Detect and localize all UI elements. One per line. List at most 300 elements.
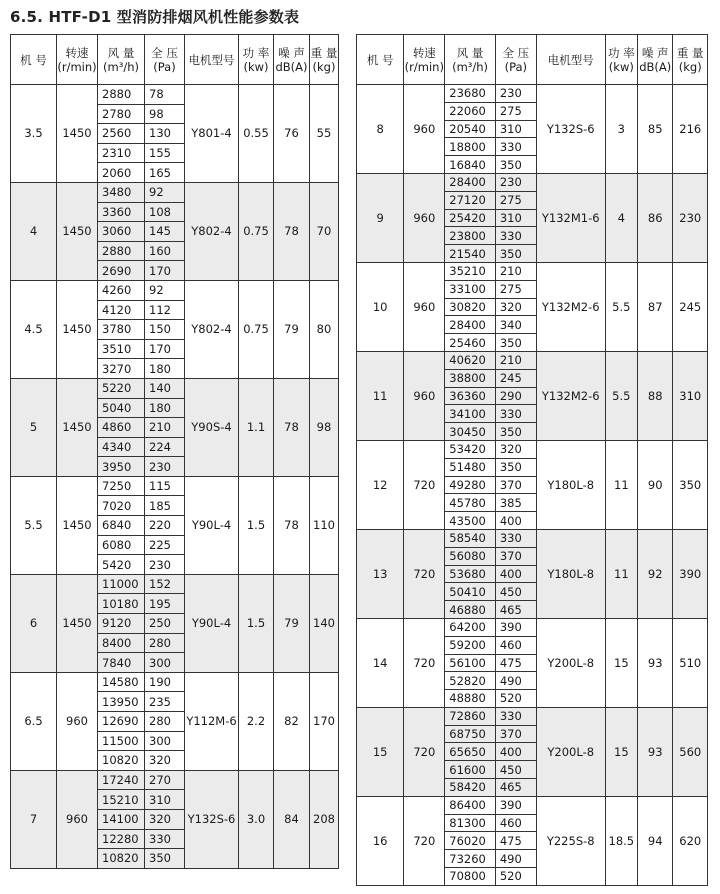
noise-cell: 84 — [274, 770, 310, 868]
header-pressure: 全 压 (Pa) — [145, 35, 185, 85]
airflow-cell: 25420 — [445, 209, 496, 227]
airflow-cell: 25460 — [445, 334, 496, 352]
airflow-cell: 2310 — [98, 143, 145, 163]
speed-cell: 1450 — [57, 378, 98, 476]
weight-cell: 245 — [673, 262, 708, 351]
airflow-cell: 6080 — [98, 535, 145, 555]
airflow-cell: 51480 — [445, 458, 496, 476]
table-row — [11, 672, 339, 692]
header-model: 机 号 — [357, 35, 404, 85]
airflow-cell: 12690 — [98, 712, 145, 732]
airflow-cell: 5420 — [98, 555, 145, 575]
airflow-cell: 38800 — [445, 369, 496, 387]
weight-cell: 510 — [673, 618, 708, 707]
pressure-cell: 180 — [145, 398, 185, 418]
airflow-cell: 53420 — [445, 440, 496, 458]
motor-cell: Y225S-8 — [536, 796, 605, 885]
model-cell: 14 — [357, 618, 404, 707]
power-cell: 15 — [605, 618, 637, 707]
airflow-cell: 46880 — [445, 601, 496, 619]
weight-cell: 620 — [673, 796, 708, 885]
spec-table-right — [356, 34, 708, 886]
noise-cell: 94 — [637, 796, 673, 885]
pressure-cell: 224 — [145, 437, 185, 457]
weight-cell: 70 — [310, 182, 339, 280]
noise-cell: 88 — [637, 351, 673, 440]
airflow-cell: 10180 — [98, 594, 145, 614]
pressure-cell: 310 — [495, 209, 536, 227]
pressure-cell: 460 — [495, 814, 536, 832]
power-cell: 1.5 — [239, 476, 274, 574]
speed-cell: 720 — [404, 796, 445, 885]
noise-cell: 92 — [637, 529, 673, 618]
airflow-cell: 4860 — [98, 418, 145, 438]
airflow-cell: 65650 — [445, 743, 496, 761]
airflow-cell: 76020 — [445, 832, 496, 850]
airflow-cell: 23680 — [445, 85, 496, 103]
pressure-cell: 270 — [145, 770, 185, 790]
airflow-cell: 2880 — [98, 241, 145, 261]
table-row — [357, 351, 708, 369]
model-cell: 16 — [357, 796, 404, 885]
power-cell: 15 — [605, 707, 637, 796]
model-group — [357, 796, 708, 885]
pressure-cell: 108 — [145, 202, 185, 222]
pressure-cell: 460 — [495, 636, 536, 654]
pressure-cell: 320 — [495, 440, 536, 458]
airflow-cell: 52820 — [445, 672, 496, 690]
motor-cell: Y90L-4 — [185, 574, 239, 672]
airflow-cell: 22060 — [445, 102, 496, 120]
noise-cell: 79 — [274, 280, 310, 378]
model-group — [357, 707, 708, 796]
pressure-cell: 300 — [145, 731, 185, 751]
airflow-cell: 33100 — [445, 280, 496, 298]
power-cell: 4 — [605, 173, 637, 262]
pressure-cell: 250 — [145, 614, 185, 634]
airflow-cell: 28400 — [445, 316, 496, 334]
motor-cell: Y132S-6 — [536, 85, 605, 174]
pressure-cell: 350 — [495, 458, 536, 476]
model-group — [357, 262, 708, 351]
pressure-cell: 330 — [495, 138, 536, 156]
airflow-cell: 5040 — [98, 398, 145, 418]
speed-cell: 1450 — [57, 574, 98, 672]
pressure-cell: 465 — [495, 779, 536, 797]
motor-cell: Y90S-4 — [185, 378, 239, 476]
speed-cell: 1450 — [57, 476, 98, 574]
model-cell: 6 — [11, 574, 57, 672]
weight-cell: 350 — [673, 440, 708, 529]
model-cell: 15 — [357, 707, 404, 796]
airflow-cell: 58540 — [445, 529, 496, 547]
pressure-cell: 275 — [495, 102, 536, 120]
model-group — [357, 440, 708, 529]
pressure-cell: 350 — [495, 334, 536, 352]
power-cell: 5.5 — [605, 351, 637, 440]
weight-cell: 55 — [310, 85, 339, 183]
pressure-cell: 230 — [495, 85, 536, 103]
airflow-cell: 17240 — [98, 770, 145, 790]
pressure-cell: 330 — [495, 529, 536, 547]
table-row — [357, 707, 708, 725]
airflow-cell: 27120 — [445, 191, 496, 209]
header-motor: 电机型号 — [536, 35, 605, 85]
model-cell: 11 — [357, 351, 404, 440]
power-cell: 11 — [605, 440, 637, 529]
pressure-cell: 130 — [145, 124, 185, 144]
header-motor: 电机型号 — [185, 35, 239, 85]
model-group — [11, 85, 339, 183]
model-cell: 6.5 — [11, 672, 57, 770]
airflow-cell: 68750 — [445, 725, 496, 743]
header-pressure: 全 压 (Pa) — [495, 35, 536, 85]
pressure-cell: 400 — [495, 565, 536, 583]
spec-table-left — [10, 34, 339, 869]
airflow-cell: 16840 — [445, 156, 496, 174]
airflow-cell: 64200 — [445, 618, 496, 636]
airflow-cell: 2880 — [98, 85, 145, 105]
pressure-cell: 210 — [495, 351, 536, 369]
model-group — [11, 770, 339, 868]
airflow-cell: 34100 — [445, 405, 496, 423]
airflow-cell: 50410 — [445, 583, 496, 601]
noise-cell: 76 — [274, 85, 310, 183]
noise-cell: 93 — [637, 618, 673, 707]
airflow-cell: 59200 — [445, 636, 496, 654]
model-group — [357, 173, 708, 262]
weight-cell: 560 — [673, 707, 708, 796]
power-cell: 3.0 — [239, 770, 274, 868]
airflow-cell: 2560 — [98, 124, 145, 144]
model-group — [11, 476, 339, 574]
table-row — [11, 280, 339, 300]
noise-cell: 90 — [637, 440, 673, 529]
speed-cell: 720 — [404, 707, 445, 796]
pressure-cell: 225 — [145, 535, 185, 555]
noise-cell: 78 — [274, 476, 310, 574]
airflow-cell: 36360 — [445, 387, 496, 405]
airflow-cell: 43500 — [445, 512, 496, 530]
header-weight: 重 量 (kg) — [673, 35, 708, 85]
pressure-cell: 235 — [145, 692, 185, 712]
speed-cell: 1450 — [57, 280, 98, 378]
model-group — [11, 280, 339, 378]
pressure-cell: 170 — [145, 339, 185, 359]
pressure-cell: 385 — [495, 494, 536, 512]
airflow-cell: 5220 — [98, 378, 145, 398]
airflow-cell: 58420 — [445, 779, 496, 797]
speed-cell: 960 — [57, 672, 98, 770]
weight-cell: 140 — [310, 574, 339, 672]
pressure-cell: 140 — [145, 378, 185, 398]
table-row — [11, 182, 339, 202]
model-group — [357, 351, 708, 440]
pressure-cell: 320 — [145, 751, 185, 771]
pressure-cell: 275 — [495, 280, 536, 298]
airflow-cell: 28400 — [445, 173, 496, 191]
motor-cell: Y180L-8 — [536, 529, 605, 618]
airflow-cell: 12280 — [98, 829, 145, 849]
motor-cell: Y200L-8 — [536, 618, 605, 707]
weight-cell: 230 — [673, 173, 708, 262]
weight-cell: 98 — [310, 378, 339, 476]
airflow-cell: 3510 — [98, 339, 145, 359]
airflow-cell: 4340 — [98, 437, 145, 457]
airflow-cell: 4120 — [98, 300, 145, 320]
airflow-cell: 10820 — [98, 751, 145, 771]
motor-cell: Y180L-8 — [536, 440, 605, 529]
weight-cell: 80 — [310, 280, 339, 378]
table-row — [357, 85, 708, 103]
power-cell: 18.5 — [605, 796, 637, 885]
power-cell: 2.2 — [239, 672, 274, 770]
model-cell: 5.5 — [11, 476, 57, 574]
airflow-cell: 3360 — [98, 202, 145, 222]
pressure-cell: 475 — [495, 832, 536, 850]
pressure-cell: 310 — [145, 790, 185, 810]
pressure-cell: 230 — [495, 173, 536, 191]
pressure-cell: 330 — [495, 707, 536, 725]
pressure-cell: 300 — [145, 653, 185, 673]
pressure-cell: 92 — [145, 280, 185, 300]
header-airflow: 风 量 (m³/h) — [98, 35, 145, 85]
airflow-cell: 8400 — [98, 633, 145, 653]
airflow-cell: 7840 — [98, 653, 145, 673]
airflow-cell: 14580 — [98, 672, 145, 692]
pressure-cell: 170 — [145, 261, 185, 281]
speed-cell: 960 — [404, 262, 445, 351]
airflow-cell: 20540 — [445, 120, 496, 138]
speed-cell: 1450 — [57, 182, 98, 280]
speed-cell: 720 — [404, 618, 445, 707]
speed-cell: 960 — [404, 85, 445, 174]
airflow-cell: 7250 — [98, 476, 145, 496]
model-cell: 3.5 — [11, 85, 57, 183]
pressure-cell: 245 — [495, 369, 536, 387]
pressure-cell: 195 — [145, 594, 185, 614]
motor-cell: Y132M2-6 — [536, 351, 605, 440]
pressure-cell: 330 — [495, 405, 536, 423]
motor-cell: Y132M1-6 — [536, 173, 605, 262]
pressure-cell: 115 — [145, 476, 185, 496]
pressure-cell: 465 — [495, 601, 536, 619]
airflow-cell: 3270 — [98, 359, 145, 379]
table-row — [11, 378, 339, 398]
airflow-cell: 3060 — [98, 222, 145, 242]
pressure-cell: 350 — [495, 156, 536, 174]
airflow-cell: 10820 — [98, 849, 145, 869]
table-row — [11, 574, 339, 594]
airflow-cell: 11000 — [98, 574, 145, 594]
noise-cell: 87 — [637, 262, 673, 351]
pressure-cell: 450 — [495, 761, 536, 779]
pressure-cell: 330 — [145, 829, 185, 849]
airflow-cell: 56100 — [445, 654, 496, 672]
model-group — [11, 672, 339, 770]
motor-cell: Y90L-4 — [185, 476, 239, 574]
airflow-cell: 73260 — [445, 850, 496, 868]
airflow-cell: 3950 — [98, 457, 145, 477]
airflow-cell: 86400 — [445, 796, 496, 814]
speed-cell: 960 — [404, 173, 445, 262]
header-weight: 重 量 (kg) — [310, 35, 339, 85]
model-cell: 13 — [357, 529, 404, 618]
airflow-cell: 9120 — [98, 614, 145, 634]
speed-cell: 720 — [404, 440, 445, 529]
table-row — [357, 618, 708, 636]
header-model: 机 号 — [11, 35, 57, 85]
pressure-cell: 210 — [145, 418, 185, 438]
power-cell: 0.75 — [239, 280, 274, 378]
airflow-cell: 2060 — [98, 163, 145, 183]
pressure-cell: 280 — [145, 712, 185, 732]
model-cell: 4 — [11, 182, 57, 280]
airflow-cell: 61600 — [445, 761, 496, 779]
pressure-cell: 320 — [145, 809, 185, 829]
airflow-cell: 70800 — [445, 868, 496, 886]
pressure-cell: 390 — [495, 796, 536, 814]
weight-cell: 110 — [310, 476, 339, 574]
airflow-cell: 53680 — [445, 565, 496, 583]
pressure-cell: 390 — [495, 618, 536, 636]
pressure-cell: 490 — [495, 850, 536, 868]
table-row — [11, 85, 339, 105]
pressure-cell: 490 — [495, 672, 536, 690]
airflow-cell: 35210 — [445, 262, 496, 280]
pressure-cell: 145 — [145, 222, 185, 242]
power-cell: 0.55 — [239, 85, 274, 183]
airflow-cell: 14100 — [98, 809, 145, 829]
table-row — [11, 770, 339, 790]
model-group — [11, 182, 339, 280]
pressure-cell: 320 — [495, 298, 536, 316]
pressure-cell: 350 — [495, 423, 536, 441]
pressure-cell: 112 — [145, 300, 185, 320]
airflow-cell: 2780 — [98, 104, 145, 124]
header-noise: 噪 声 dB(A) — [637, 35, 673, 85]
motor-cell: Y112M-6 — [185, 672, 239, 770]
airflow-cell: 72860 — [445, 707, 496, 725]
model-cell: 9 — [357, 173, 404, 262]
table-row — [357, 173, 708, 191]
noise-cell: 82 — [274, 672, 310, 770]
power-cell: 11 — [605, 529, 637, 618]
weight-cell: 208 — [310, 770, 339, 868]
table-row — [357, 796, 708, 814]
airflow-cell: 40620 — [445, 351, 496, 369]
pressure-cell: 330 — [495, 227, 536, 245]
airflow-cell: 2690 — [98, 261, 145, 281]
airflow-cell: 3780 — [98, 320, 145, 340]
model-cell: 5 — [11, 378, 57, 476]
power-cell: 1.1 — [239, 378, 274, 476]
pressure-cell: 230 — [145, 457, 185, 477]
airflow-cell: 21540 — [445, 245, 496, 263]
pressure-cell: 185 — [145, 496, 185, 516]
airflow-cell: 30820 — [445, 298, 496, 316]
airflow-cell: 49280 — [445, 476, 496, 494]
header-speed: 转速 (r/min) — [57, 35, 98, 85]
model-cell: 8 — [357, 85, 404, 174]
noise-cell: 93 — [637, 707, 673, 796]
airflow-cell: 4260 — [98, 280, 145, 300]
pressure-cell: 210 — [495, 262, 536, 280]
pressure-cell: 350 — [495, 245, 536, 263]
pressure-cell: 150 — [145, 320, 185, 340]
power-cell: 1.5 — [239, 574, 274, 672]
header-power: 功 率 (kw) — [239, 35, 274, 85]
table-row — [357, 529, 708, 547]
airflow-cell: 3480 — [98, 182, 145, 202]
pressure-cell: 350 — [145, 849, 185, 869]
model-group — [357, 529, 708, 618]
pressure-cell: 400 — [495, 743, 536, 761]
pressure-cell: 520 — [495, 690, 536, 708]
table-row — [357, 440, 708, 458]
weight-cell: 170 — [310, 672, 339, 770]
pressure-cell: 78 — [145, 85, 185, 105]
model-group — [11, 574, 339, 672]
noise-cell: 86 — [637, 173, 673, 262]
model-group — [357, 85, 708, 174]
power-cell: 3 — [605, 85, 637, 174]
airflow-cell: 13950 — [98, 692, 145, 712]
header-noise: 噪 声 dB(A) — [274, 35, 310, 85]
pressure-cell: 370 — [495, 476, 536, 494]
header-airflow: 风 量 (m³/h) — [445, 35, 496, 85]
pressure-cell: 155 — [145, 143, 185, 163]
model-group — [357, 618, 708, 707]
airflow-cell: 30450 — [445, 423, 496, 441]
weight-cell: 216 — [673, 85, 708, 174]
speed-cell: 1450 — [57, 85, 98, 183]
airflow-cell: 23800 — [445, 227, 496, 245]
motor-cell: Y801-4 — [185, 85, 239, 183]
airflow-cell: 81300 — [445, 814, 496, 832]
table-row — [357, 262, 708, 280]
power-cell: 0.75 — [239, 182, 274, 280]
header-speed: 转速 (r/min) — [404, 35, 445, 85]
speed-cell: 960 — [57, 770, 98, 868]
airflow-cell: 7020 — [98, 496, 145, 516]
airflow-cell: 6840 — [98, 516, 145, 536]
pressure-cell: 92 — [145, 182, 185, 202]
pressure-cell: 220 — [145, 516, 185, 536]
pressure-cell: 160 — [145, 241, 185, 261]
pressure-cell: 370 — [495, 725, 536, 743]
model-group — [11, 378, 339, 476]
noise-cell: 79 — [274, 574, 310, 672]
page-title: 6.5. HTF-D1 型消防排烟风机性能参数表 — [10, 8, 300, 26]
pressure-cell: 280 — [145, 633, 185, 653]
model-cell: 10 — [357, 262, 404, 351]
motor-cell: Y200L-8 — [536, 707, 605, 796]
motor-cell: Y132M2-6 — [536, 262, 605, 351]
header-power: 功 率 (kw) — [605, 35, 637, 85]
motor-cell: Y132S-6 — [185, 770, 239, 868]
pressure-cell: 190 — [145, 672, 185, 692]
noise-cell: 78 — [274, 182, 310, 280]
pressure-cell: 98 — [145, 104, 185, 124]
pressure-cell: 450 — [495, 583, 536, 601]
speed-cell: 960 — [404, 351, 445, 440]
airflow-cell: 15210 — [98, 790, 145, 810]
pressure-cell: 475 — [495, 654, 536, 672]
pressure-cell: 310 — [495, 120, 536, 138]
pressure-cell: 520 — [495, 868, 536, 886]
airflow-cell: 11500 — [98, 731, 145, 751]
